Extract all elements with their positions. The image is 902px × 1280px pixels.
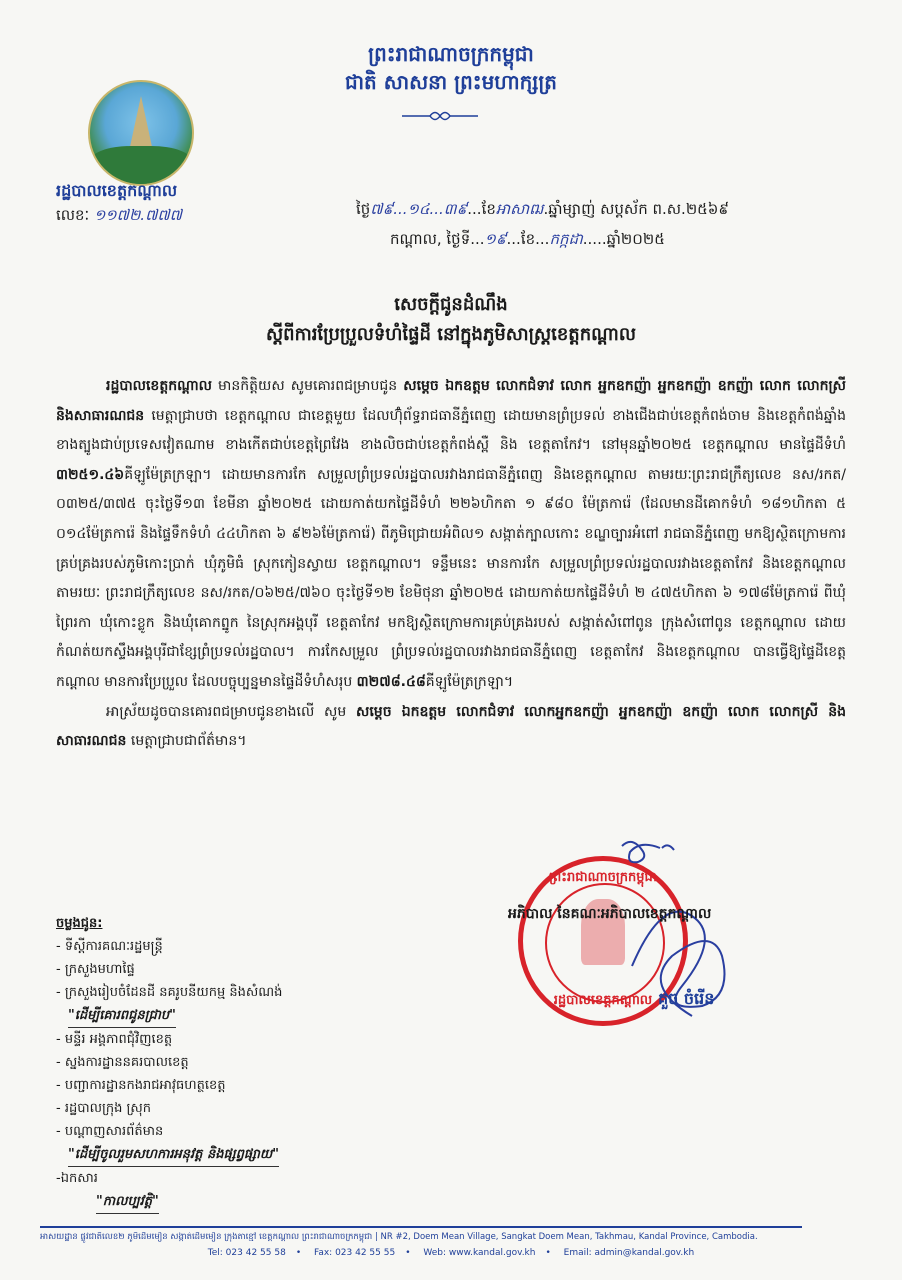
trees-icon <box>90 146 192 184</box>
signer-name: គួច ចំរើន <box>658 989 715 1008</box>
footer-address: អាសយដ្ឋាន ផ្លូវជាតិលេខ២ ភូមិដើមមៀន សង្កាត់ដើមមៀន ក្រុងតាខ្មៅ ខេត្តកណ្តាល ព្រះរាជាណាចក្រកម្ពុជា | NR #2, Doem Mean Village, Sangkat Doem Mean, Takhmau, Kandal Province, Cambodia. <box>40 1232 758 1242</box>
issuing-authority: រដ្ឋបាលខេត្តកណ្តាល <box>56 181 178 200</box>
p1-text-a: មានកិត្តិយស សូមគោរពជម្រាបជូន <box>211 378 404 394</box>
body-paragraph-1 <box>56 372 846 698</box>
p2-addressees: សម្តេច ឯកឧត្តម លោកជំទាវ លោកអ្នកឧកញ៉ា អ្នកឧកញ៉ា ឧកញ៉ា លោក លោកស្រី និងសាធារណជន <box>56 703 846 750</box>
p2-text-a: អាស្រ័យដូចបានគោរពជម្រាបជូនខាងលើ សូម <box>106 703 357 720</box>
date-day: ១៩ <box>484 230 507 248</box>
list-item: -ឯកសារ <box>56 1171 98 1186</box>
place-date-label: កណ្តាល, ថ្ងៃទី <box>390 230 471 248</box>
list-item: - ស្នងការដ្ឋាននគរបាលខេត្ត <box>56 1055 189 1070</box>
p1-text-c: គីឡូម៉ែត្រក្រឡា។ ដោយមានការកែ សម្រួលព្រំប្រទល់រដ្ឋបាលរវាងរាជធានីភ្នំពេញ និងខេត្តកណ្តាល តាមរយៈព្រះរាជក្រឹត្យលេខ នស/រកត/០៣២៥/៣៧៥ ចុះថ្ងៃទី១៣ ខែមីនា ឆ្នាំ២០២៥ ដោយកាត់យកផ្ទៃដីទំហំ ២២៦ហិកតា ១ ៩៨០ ម៉ែត្រការ៉េ (ដែលមានដីគោកទំហំ ១៨១ហិកតា ៥ ០១៤ម៉ែត្រការ៉េ និងផ្ទៃទឹកទំហំ ៤៤ហិកតា ៦ ៩២៦ម៉ែត្រការ៉េ) ពីភូមិជ្រោយអំពិល១ សង្កាត់ក្បាលកោះ ខណ្ឌច្បារអំពៅ រាជធានីភ្នំពេញ មកឱ្យស្ថិតក្រោមការគ្រប់គ្រងរបស់ភូមិកោះប្រាក់ ឃុំភូមិធំ ស្រុកកៀនស្វាយ ខេត្តកណ្តាល។ ទន្ទឹមនេះ មានការកែ សម្រួលព្រំប្រទល់រដ្ឋបាលរវាងខេត្តតាកែវ និងខេត្តកណ្តាល តាមរយៈ ព្រះរាជក្រឹត្យលេខ នស/រកត/០៦២៥/៧៦០ ចុះថ្ងៃទី១២ ខែមិថុនា ឆ្នាំ២០២៥ ដោយកាត់យកផ្ទៃដីទំហំ ២ ៤៧៥ហិកតា ៦ ១៧៨ម៉ែត្រការ៉េ ពីឃុំព្រៃរកា ឃុំកោះខ្លូក និងឃុំគោកព្នូក នៃស្រុកអង្គបុរី ខេត្តតាកែវ មកឱ្យស្ថិតក្រោមការគ្រប់គ្រងរបស់ សង្កាត់សំពៅពូន ក្រុងសំពៅពូន ខេត្តកណ្តាល ដោយកំណត់យកស្ទឹងអង្គបុរីជាខ្សែព្រំប្រទល់រដ្ឋបាល។ ការកែសម្រួល ព្រំប្រទល់រដ្ឋបាលរវាងរាជធានីភ្នំពេញ ខេត្តតាកែវ និងខេត្តកណ្តាល បានធ្វើឱ្យផ្ទៃដីខេត្តកណ្តាល មានការប្រែប្រួល ដែលបច្ចុប្បន្នមានផ្ទៃដីទំហំសរុប <box>56 466 846 690</box>
reference-value: ១១៧២.៧៧៧ <box>93 206 182 224</box>
list-item: - បញ្ជាការដ្ឋានកងរាជអាវុធហត្ថខេត្ត <box>56 1078 226 1093</box>
p1-area-before: ៣២៥១.៤៦ <box>56 466 125 483</box>
p1-area-after: ៣២៧៨.៤៨ <box>356 673 426 690</box>
recipients-purpose-3: "កាលប្បវត្តិ" <box>96 1190 159 1214</box>
copy-recipients <box>56 912 282 1214</box>
ornament-divider-icon <box>400 108 480 124</box>
footer-web[interactable]: Web: www.kandal.gov.kh <box>423 1248 536 1258</box>
seal-bottom-text: រដ្ឋបាលខេត្តកណ្តាល <box>553 993 653 1008</box>
p1-addressees: សម្តេច ឯកឧត្តម លោកជំទាវ លោក អ្នកឧកញ៉ា អ្នកឧកញ៉ា ឧកញ៉ា លោក លោកស្រី និងសាធារណជន <box>56 378 847 424</box>
footer-divider <box>40 1226 802 1228</box>
lunar-month-label: ខែ <box>481 200 496 218</box>
lunar-date: ថ្ងៃ៧៩...១៤...៣៩...ខែអាសាឍ.ឆ្នាំម្សាញ់ សប្តស័ក ព.ស.២៥៦៩ <box>356 200 730 218</box>
list-item: - ទីស្តីការគណៈរដ្ឋមន្ត្រី <box>56 939 163 954</box>
list-item: - មន្ទីរ អង្គភាពជុំវិញខេត្ត <box>56 1032 173 1047</box>
province-logo-icon <box>88 80 194 186</box>
kingdom-name: ព្រះរាជាណាចក្រកម្ពុជា <box>368 42 534 66</box>
recipients-purpose-2: "ដើម្បីចូលរួមសហការអនុវត្ត និងផ្សព្វផ្សាយ" <box>68 1143 279 1167</box>
date-year: ឆ្នាំ២០២៥ <box>606 230 665 248</box>
footer-contacts: Tel: 023 42 55 58 • Fax: 023 42 55 55 • Web: www.kandal.gov.kh • Email: admin@kandal.gov.kh <box>207 1248 695 1258</box>
list-item: - ក្រសួងរៀបចំដែនដី នគរូបនីយកម្ម និងសំណង់ <box>56 985 283 1000</box>
recipients-heading: ចម្លងជូន: <box>56 916 103 931</box>
list-item: - រដ្ឋបាលក្រុង ស្រុក <box>56 1101 151 1116</box>
date-month-label: ខែ <box>520 230 536 248</box>
lunar-day: ៧៩...១៤...៣៩ <box>370 200 468 218</box>
lunar-month: អាសាឍ <box>495 200 544 218</box>
lunar-year: ឆ្នាំម្សាញ់ សប្តស័ក ព.ស.២៥៦៩ <box>548 200 730 218</box>
p1-text-d: គីឡូម៉ែត្រក្រឡា។ <box>425 673 514 690</box>
document-body <box>56 372 846 757</box>
gregorian-date: កណ្តាល, ថ្ងៃទី...១៩...ខែ...កក្កដា.....ឆ្នាំ២០២៥ <box>390 230 665 248</box>
p1-lead: រដ្ឋបាលខេត្តកណ្តាល <box>106 378 212 394</box>
signer-title: អភិបាល នៃគណៈអភិបាលខេត្តកណ្តាល <box>508 906 712 922</box>
footer-fax: Fax: 023 42 55 55 <box>313 1248 396 1258</box>
lunar-prefix: ថ្ងៃ <box>356 200 371 218</box>
national-motto: ជាតិ សាសនា ព្រះមហាក្សត្រ <box>345 70 557 94</box>
recipients-purpose-1: "ដើម្បីគោរពជូនជ្រាប" <box>68 1004 176 1028</box>
reference-number <box>56 206 182 228</box>
reference-label: លេខៈ <box>56 206 90 224</box>
date-month: កក្កដា <box>549 230 583 248</box>
document-subtitle: ស្តីពីការប្រែប្រួលទំហំផ្ទៃដី នៅក្នុងភូមិសាស្ត្រខេត្តកណ្តាល <box>266 324 636 345</box>
seal-top-text: ព្រះរាជាណាចក្រកម្ពុជា <box>549 870 657 885</box>
document-title: សេចក្តីជូនដំណឹង <box>394 294 508 315</box>
p1-text-b: មេត្តាជ្រាបថា ខេត្តកណ្តាល ជាខេត្តមួយ ដែលហ៊ុំព័ទ្ធរាជធានីភ្នំពេញ ដោយមានព្រំប្រទល់ ខាងជើងជាប់ខេត្តកំពង់ចាម និងខេត្តកំពង់ឆ្នាំង ខាងត្បូងជាប់ប្រទេសវៀតណាម ខាងកើតជាប់ខេត្តព្រៃវែង ខាងលិចជាប់ខេត្តកំពង់ស្ពឺ និង ខេត្តតាកែវ។ នៅមុនឆ្នាំ២០២៥ ខេត្តកណ្តាល មានផ្ទៃដីទំហំ <box>56 407 846 454</box>
p2-text-b: មេត្តាជ្រាបជាព័ត៌មាន។ <box>126 733 247 750</box>
list-item: - បណ្តាញសារព័ត៌មាន <box>56 1124 164 1139</box>
footer-email[interactable]: Email: admin@kandal.gov.kh <box>563 1248 695 1258</box>
list-item: - ក្រសួងមហាផ្ទៃ <box>56 962 135 977</box>
footer-tel: Tel: 023 42 55 58 <box>207 1248 286 1258</box>
body-paragraph-2 <box>56 698 846 757</box>
